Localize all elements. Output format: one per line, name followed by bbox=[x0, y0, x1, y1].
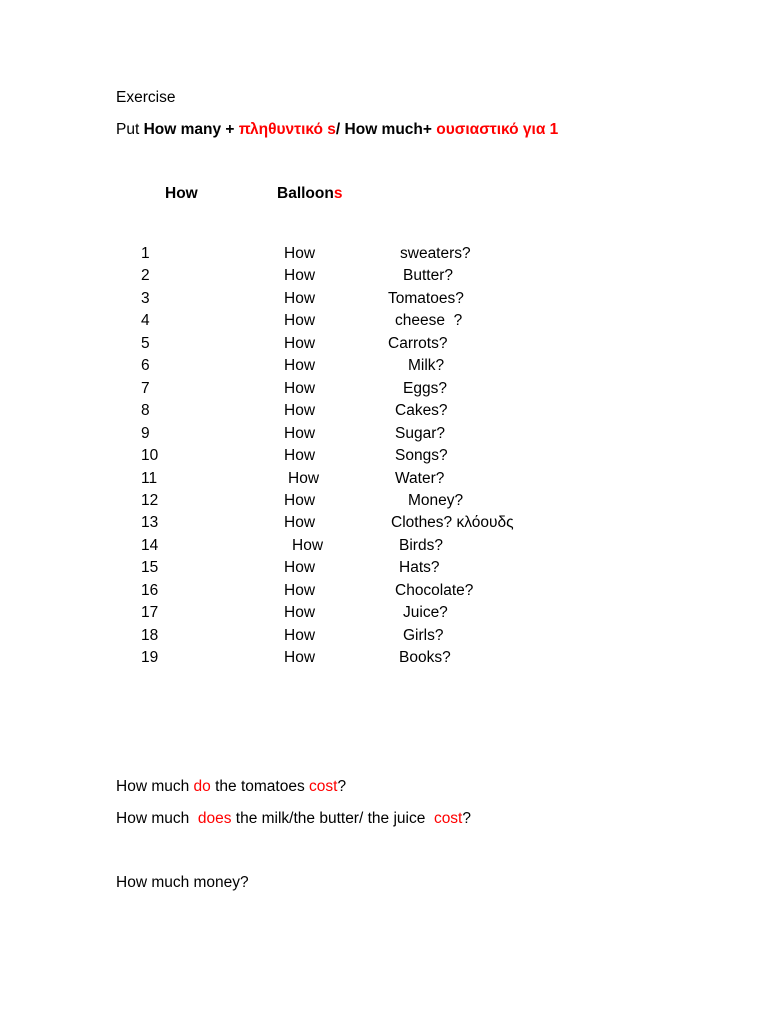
instruction-put: Put bbox=[116, 121, 144, 138]
instruction-plural-greek: πληθυντικό s bbox=[238, 121, 336, 138]
note2-cost: cost bbox=[433, 810, 463, 827]
row-word: cheese ? bbox=[395, 312, 463, 329]
row-number: 10 bbox=[141, 447, 159, 464]
row-how: How bbox=[284, 335, 316, 352]
row-word: Books? bbox=[399, 649, 451, 666]
note2-a: How much bbox=[116, 810, 198, 827]
row-word: Juice? bbox=[403, 604, 448, 621]
note-line-1 bbox=[116, 778, 346, 796]
row-how: How bbox=[284, 290, 316, 307]
row-word: Eggs? bbox=[403, 380, 447, 397]
row-number: 6 bbox=[141, 357, 150, 374]
row-how: How bbox=[284, 312, 316, 329]
example-word-suffix: s bbox=[333, 185, 343, 202]
row-number: 11 bbox=[141, 470, 158, 487]
row-number: 1 bbox=[141, 245, 150, 262]
note1-c: ? bbox=[337, 778, 347, 795]
row-word: Tomatoes? bbox=[388, 290, 464, 307]
row-word: Girls? bbox=[403, 627, 444, 644]
instruction-line bbox=[116, 121, 558, 139]
row-how: How bbox=[284, 627, 316, 644]
row-how: How bbox=[284, 492, 316, 509]
example-how: How bbox=[165, 185, 198, 202]
row-word: Clothes? κλόουδς bbox=[391, 514, 514, 531]
row-word: Birds? bbox=[399, 537, 443, 554]
row-number: 13 bbox=[141, 514, 159, 531]
note1-a: How much bbox=[116, 778, 194, 795]
row-number: 7 bbox=[141, 380, 150, 397]
instruction-noun-greek: ουσιαστικό για 1 bbox=[436, 121, 559, 138]
row-word: Sugar? bbox=[395, 425, 445, 442]
row-word: Milk? bbox=[408, 357, 445, 374]
row-word: Carrots? bbox=[388, 335, 448, 352]
note1-cost: cost bbox=[309, 778, 338, 795]
row-word: sweaters? bbox=[400, 245, 471, 262]
row-how: How bbox=[292, 537, 324, 554]
row-number: 15 bbox=[141, 559, 159, 576]
note2-does: does bbox=[197, 810, 232, 827]
row-how: How bbox=[288, 470, 320, 487]
row-how: How bbox=[284, 380, 316, 397]
note1-b: the tomatoes bbox=[210, 778, 310, 795]
instruction-how-much: / How much+ bbox=[335, 121, 437, 138]
row-number: 2 bbox=[141, 267, 150, 284]
row-number: 12 bbox=[141, 492, 159, 509]
example-word-base: Balloon bbox=[277, 185, 334, 202]
row-how: How bbox=[284, 649, 316, 666]
row-how: How bbox=[284, 604, 316, 621]
row-word: Hats? bbox=[399, 559, 440, 576]
row-how: How bbox=[284, 582, 316, 599]
row-how: How bbox=[284, 514, 316, 531]
row-how: How bbox=[284, 245, 316, 262]
row-word: Cakes? bbox=[395, 402, 448, 419]
row-number: 14 bbox=[141, 537, 159, 554]
row-word: Chocolate? bbox=[395, 582, 474, 599]
row-number: 5 bbox=[141, 335, 150, 352]
heading: Exercise bbox=[116, 89, 176, 106]
row-how: How bbox=[284, 559, 316, 576]
row-how: How bbox=[284, 447, 316, 464]
note1-do: do bbox=[193, 778, 211, 795]
row-number: 18 bbox=[141, 627, 159, 644]
row-how: How bbox=[284, 267, 316, 284]
instruction-how-many: How many + bbox=[143, 121, 239, 138]
note-line-3: How much money? bbox=[116, 874, 249, 891]
note2-c: ? bbox=[462, 810, 471, 827]
note-line-2 bbox=[116, 810, 471, 828]
row-number: 17 bbox=[141, 604, 159, 621]
row-number: 4 bbox=[141, 312, 150, 329]
row-word: Butter? bbox=[403, 267, 453, 284]
row-number: 3 bbox=[141, 290, 150, 307]
row-number: 19 bbox=[141, 649, 159, 666]
row-word: Songs? bbox=[395, 447, 448, 464]
row-how: How bbox=[284, 402, 316, 419]
row-word: Money? bbox=[408, 492, 464, 509]
row-number: 9 bbox=[141, 425, 150, 442]
row-how: How bbox=[284, 425, 316, 442]
note2-b: the milk/the butter/ the juice bbox=[231, 810, 434, 827]
row-number: 8 bbox=[141, 402, 150, 419]
example-word bbox=[277, 185, 342, 203]
row-number: 16 bbox=[141, 582, 159, 599]
row-how: How bbox=[284, 357, 316, 374]
row-word: Water? bbox=[395, 470, 445, 487]
